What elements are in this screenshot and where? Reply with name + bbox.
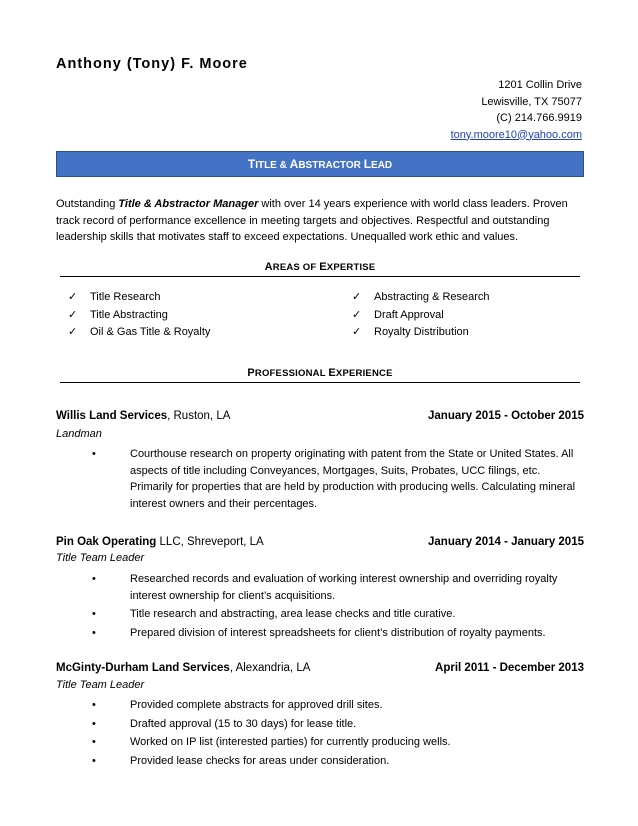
skill-item: [68, 289, 210, 307]
bullet-item: [92, 606, 586, 623]
expertise-divider: [60, 276, 580, 277]
job-bullets: [92, 446, 586, 514]
experience-heading-e: E: [328, 367, 336, 379]
email-link[interactable]: tony.moore10@yahoo.com: [450, 128, 582, 141]
expertise-heading-reas: REAS OF: [272, 262, 320, 273]
company-name: Pin Oak Operating: [56, 536, 157, 548]
skills-left-column: [68, 289, 210, 342]
bullet-text: Drafted approval (15 to 30 days) for lease title.: [130, 717, 357, 730]
address-line-2: Lewisville, TX 75077: [481, 95, 582, 108]
summary-intro: Outstanding: [56, 198, 119, 210]
job-role: Title Team Leader: [56, 552, 145, 564]
bullet-text: Provided lease checks for areas under consideration.: [130, 754, 390, 767]
banner-title-ead: EAD: [371, 160, 393, 171]
check-icon: ✓: [352, 291, 362, 303]
title-banner: [56, 151, 584, 177]
check-icon: ✓: [68, 308, 78, 321]
company-location: LLC, Shreveport, LA: [156, 536, 264, 548]
company-location: , Ruston, LA: [167, 410, 231, 422]
bullet-icon: •: [92, 699, 96, 711]
skill-label: Abstracting & Research: [374, 291, 490, 303]
job-dates: January 2015 - October 2015: [428, 410, 584, 422]
experience-divider: [60, 382, 580, 383]
check-icon: ✓: [352, 308, 362, 321]
bullet-text: Provided complete abstracts for approved drill sites.: [130, 699, 383, 711]
skill-item: [68, 324, 210, 342]
bullet-icon: •: [92, 754, 96, 767]
skill-item: [352, 307, 490, 325]
job-role: Title Team Leader: [56, 679, 145, 691]
skill-item: [352, 289, 490, 307]
bullet-item: [92, 571, 586, 604]
candidate-name: Anthony (Tony) F. Moore: [56, 56, 248, 72]
experience-heading-xperience: XPERIENCE: [335, 368, 393, 379]
bullet-text: Prepared division of interest spreadsheets for client’s distribution of royalty payments.: [130, 626, 546, 639]
bullet-icon: •: [92, 717, 96, 730]
bullet-icon: •: [92, 448, 96, 460]
job-bullets: [92, 571, 586, 643]
bullet-text: Worked on IP list (interested parties) for currently producing wells.: [130, 736, 451, 748]
bullet-item: [92, 625, 586, 642]
skill-item: [68, 307, 210, 325]
contact-block: [451, 77, 582, 143]
experience-heading: [56, 367, 584, 379]
banner-title-itle: ITLE &: [255, 160, 290, 171]
company-name: Willis Land Services: [56, 410, 168, 422]
experience-heading-rofessional: ROFESSIONAL: [254, 368, 329, 379]
skills-right-column: [352, 289, 490, 342]
bullet-text: Title research and abstracting, area lease checks and title curative.: [130, 608, 456, 620]
job-dates: January 2014 - January 2015: [428, 536, 584, 548]
expertise-heading: [56, 261, 584, 273]
skill-label: Oil & Gas Title & Royalty: [90, 326, 211, 338]
banner-title-l: L: [363, 157, 372, 171]
banner-title-bstractor: BSTRACTOR: [298, 160, 364, 171]
bullet-icon: •: [92, 573, 96, 585]
company-location: , Alexandria, LA: [229, 662, 311, 674]
bullet-text: Researched records and evaluation of working interest ownership and overriding royalty interest ownership for client’s acquisitions.: [130, 573, 558, 602]
address-line-1: 1201 Collin Drive: [498, 79, 582, 91]
expertise-heading-a: A: [264, 261, 273, 273]
skill-label: Title Abstracting: [90, 308, 168, 321]
job-header: [56, 410, 584, 422]
check-icon: ✓: [68, 326, 78, 338]
job-dates: April 2011 - December 2013: [435, 662, 584, 674]
skill-item: [352, 324, 490, 342]
skill-label: Draft Approval: [374, 308, 444, 321]
banner-title-a: A: [289, 157, 299, 171]
bullet-item: [92, 697, 586, 714]
check-icon: ✓: [68, 291, 78, 303]
summary-rest: with over 14 years experience with world class leaders. Proven track record of performance excellence in meeting targets and objectives. Respectful and outstanding leadership skills that motivates staff to exceed expectations. Unequalled work ethic and values.: [56, 198, 568, 243]
job-header: [56, 662, 584, 674]
expertise-heading-xpertise: XPERTISE: [326, 262, 376, 273]
bullet-item: [92, 753, 586, 770]
company-name: McGinty-Durham Land Services: [56, 662, 230, 674]
phone-number: (C) 214.766.9919: [496, 112, 582, 124]
experience-heading-p: P: [247, 367, 255, 379]
bullet-icon: •: [92, 608, 96, 620]
bullet-item: [92, 446, 586, 512]
job-bullets: [92, 697, 586, 771]
bullet-icon: •: [92, 736, 96, 748]
job-header: [56, 536, 584, 548]
skill-label: Title Research: [90, 291, 161, 303]
bullet-item: [92, 734, 586, 751]
job-role: Landman: [56, 428, 102, 440]
summary-highlight: Title & Abstractor Manager: [118, 198, 259, 210]
bullet-item: [92, 716, 586, 733]
summary-paragraph: [56, 196, 588, 246]
skill-label: Royalty Distribution: [374, 326, 469, 338]
bullet-icon: •: [92, 626, 96, 639]
check-icon: ✓: [352, 326, 362, 338]
expertise-heading-e: E: [319, 261, 327, 273]
bullet-text: Courthouse research on property originating with patent from the State or United States. All aspects of title including Conveyances, Mortgages, Suits, Probates, UCC filings, etc. Primarily for properties that are held by production with producing wells. Calculating mineral interest owners and their percentages.: [130, 448, 576, 510]
banner-title-t: T: [247, 157, 256, 171]
